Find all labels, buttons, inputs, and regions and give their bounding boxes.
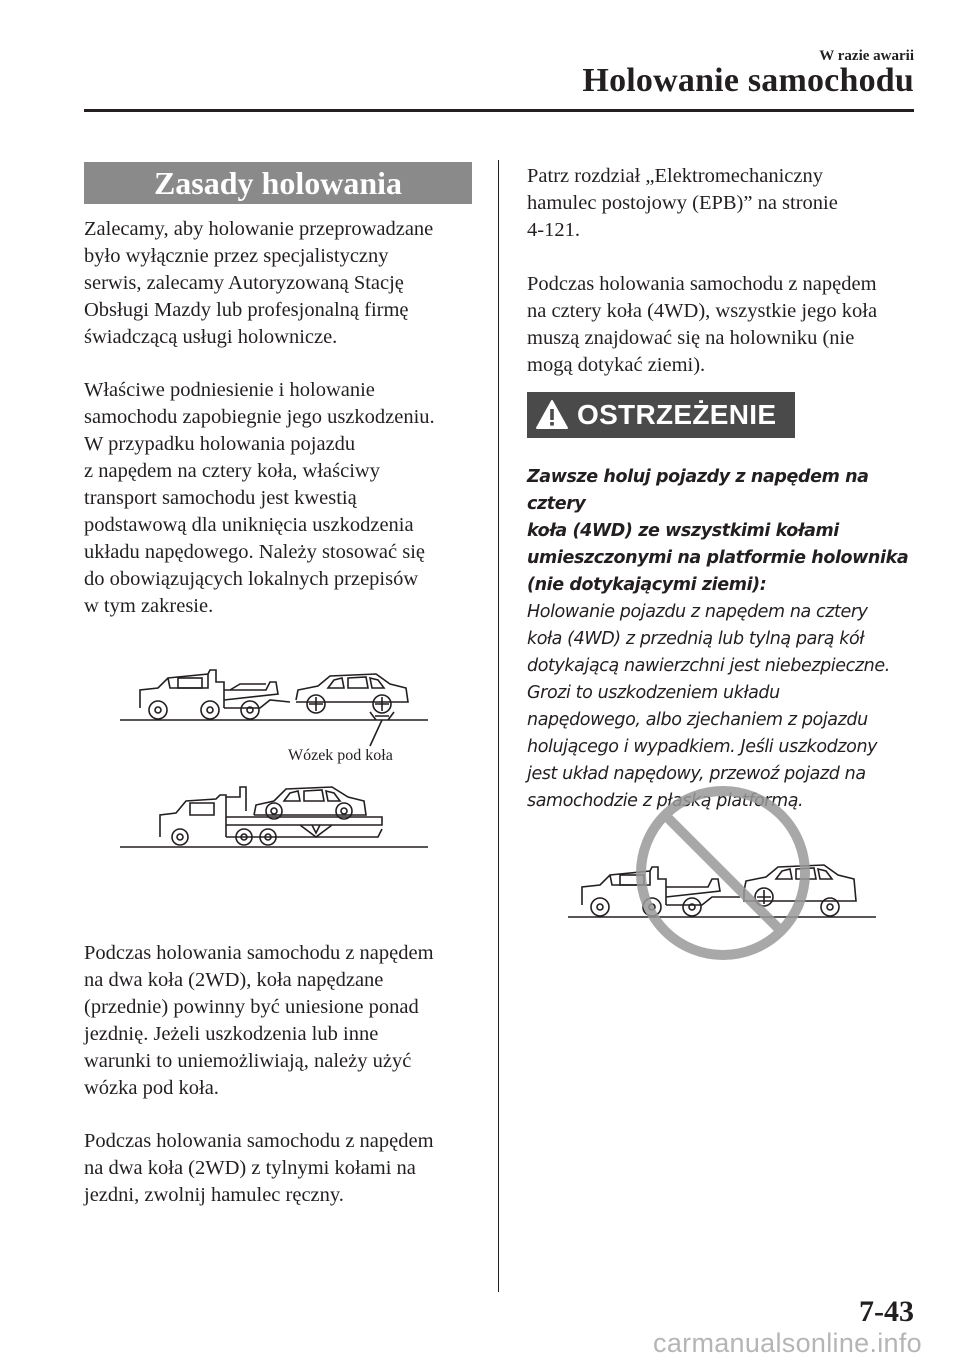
paragraph-epb-reference: Patrz rozdział „Elektromechaniczny hamulec postojowy (EPB)” na stronie 4-121. [527, 165, 838, 241]
paragraph-2wd-rear: Podczas holowania samochodu z napędem na dwa koła (2WD) z tylnymi kołami na jezdni, zwolnij hamulec ręczny. [84, 1130, 434, 1206]
paragraph-proper-towing: Właściwe podniesienie i holowanie samochodu zapobiegnie jego uszkodzeniu. W przypadku holowania pojazdu z napędem na cztery koła, właściwy transport samochodu jest kwestią podstawową dla uniknięcia uszkodzenia układu napędowego. Należy stosować się do obowiązujących lokalnych przepisów w tym zakresie. [84, 379, 435, 617]
prohibited-tow-illustration [560, 785, 880, 965]
paragraph-4wd: Podczas holowania samochodu z napędem na cztery koła (4WD), wszystkie jego koła muszą znajdować się na holowniku (nie mogą dotykać ziemi). [527, 273, 878, 376]
paragraph-intro: Zalecamy, aby holowanie przeprowadzane było wyłącznie przez specjalistyczny serwis, zalecamy Autoryzowaną Stację Obsługi Mazdy lub profesjonalną firmę świadczącą usługi holownicze. [84, 218, 434, 348]
page-number: 7-43 [859, 1295, 914, 1328]
wheel-dolly-tow-illustration [120, 660, 432, 750]
page-title: Holowanie samochodu [582, 62, 914, 99]
watermark: carmanualsonline.info [653, 1328, 922, 1358]
paragraph-2wd-front: Podczas holowania samochodu z napędem na dwa koła (2WD), koła napędzane (przednie) powinny być uniesione ponad jezdnię. Jeżeli uszkodzenia lub inne warunki to uniemożliwiają, należy użyć wózka pod koła. [84, 942, 434, 1099]
warning-bold-text: Zawsze holuj pojazdy z napędem na cztery koła (4WD) ze wszystkimi kołami umieszczonymi na platformie holownika (nie dotykającymi ziemi): [527, 467, 909, 595]
section-label: W razie awarii [819, 48, 914, 64]
flatbed-tow-illustration [120, 775, 432, 855]
header-divider [84, 109, 914, 112]
warning-body-text: Holowanie pojazdu z napędem na cztery koła (4WD) z przednią lub tylną parą kół dotykającą nawierzchni jest niebezpieczne. Grozi to uszkodzeniem układu napędowego, albo zjechaniem z pojazdu holującego i wypadkiem. Jeśli uszkodzony jest układ napędowy, przewoź pojazd na samochodzie z płaską platformą. [527, 602, 890, 811]
warning-banner [527, 392, 795, 438]
section-heading: Zasady holowania [84, 162, 472, 204]
warning-label: OSTRZEŻENIE [577, 399, 777, 430]
warning-triangle-icon [535, 399, 569, 431]
warning-text [527, 464, 917, 815]
wheel-dolly-label: Wózek pod koła [288, 747, 393, 764]
column-divider [498, 160, 499, 1292]
